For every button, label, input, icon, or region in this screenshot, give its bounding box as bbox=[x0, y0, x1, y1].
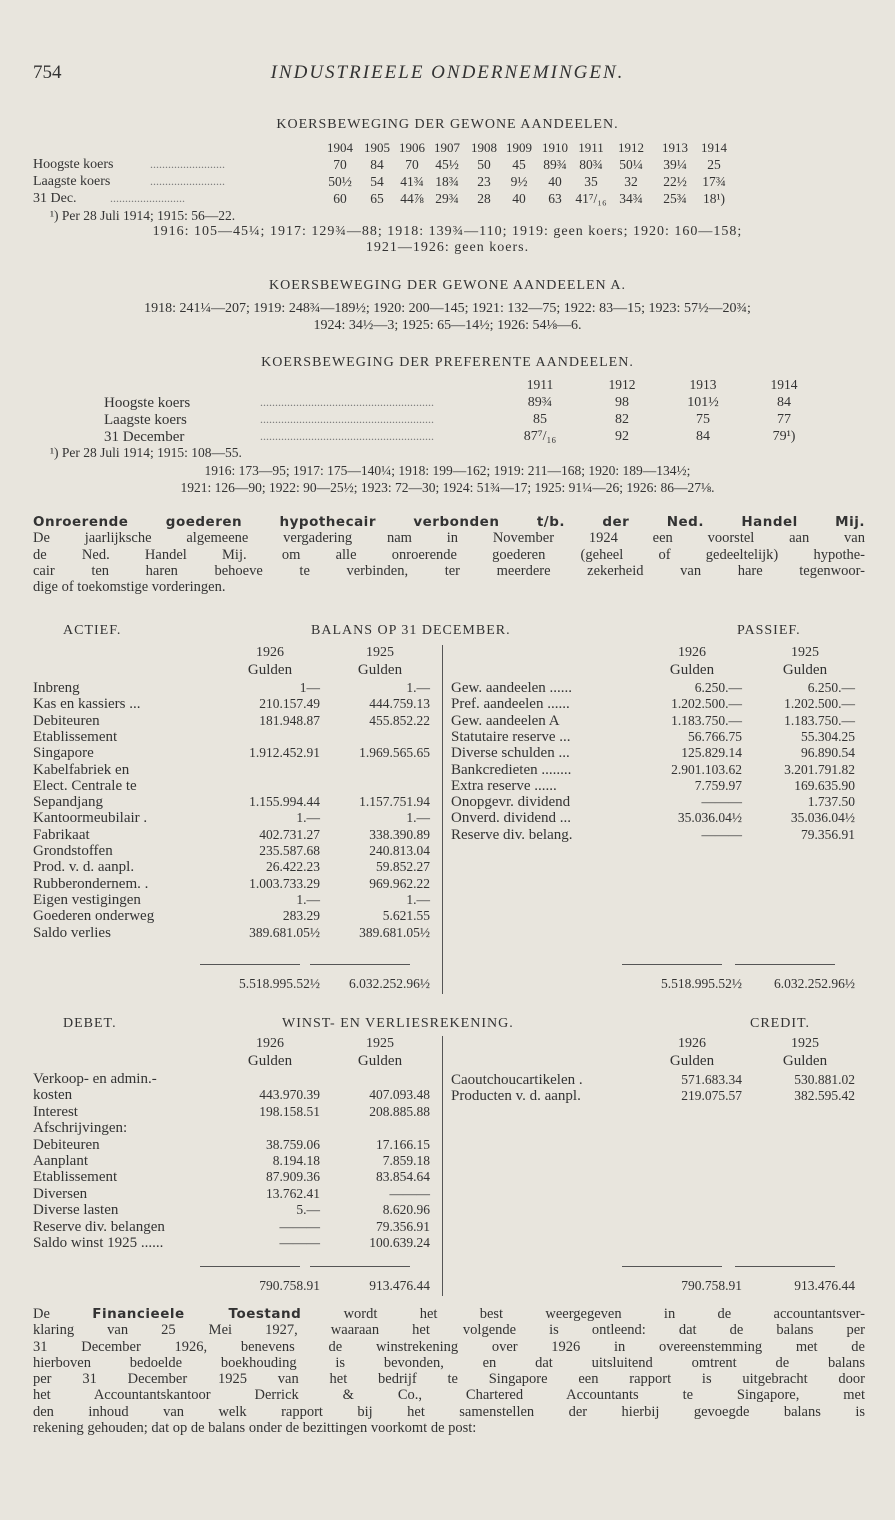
sum-rule bbox=[622, 964, 722, 965]
sum-rule bbox=[200, 1266, 300, 1267]
amount-previous: 55.304.25 bbox=[801, 728, 855, 744]
amount-previous: 455.852.22 bbox=[369, 712, 430, 728]
koers-value: 89¾ bbox=[543, 157, 567, 172]
amount-previous: 1.737.50 bbox=[807, 794, 855, 810]
year-header: 1911 bbox=[578, 140, 604, 155]
amount-current: 6.250.— bbox=[694, 680, 742, 695]
koers-value: 84 bbox=[370, 157, 384, 172]
onroerend-line: De jaarlijksche algemeene vergadering nam in November 1924 een voorstel aan van bbox=[33, 530, 865, 547]
koers-gewone-note2: 1916: 105—45¼; 1917: 129¾—88; 1918: 139¾—110; 1919: geen koers; 1920: 160—158; bbox=[152, 224, 743, 239]
amount-current: ——— bbox=[279, 1218, 320, 1234]
account-label: Reserve div. belang. bbox=[451, 826, 573, 843]
column-unit: Gulden bbox=[247, 1053, 293, 1069]
total-previous: 6.032.252.96½ bbox=[774, 976, 855, 991]
account-label: Kabelfabriek en bbox=[33, 761, 130, 778]
koers-value: 41¾ bbox=[400, 174, 424, 189]
column-year: 1926 bbox=[256, 1036, 284, 1051]
account-label: Rubberondernem. . bbox=[33, 875, 149, 892]
column-unit: Gulden bbox=[782, 1053, 828, 1069]
column-unit: Gulden bbox=[357, 662, 403, 678]
column-unit: Gulden bbox=[669, 1053, 715, 1069]
amount-previous: 530.881.02 bbox=[794, 1072, 855, 1087]
amount-current: 2.901.103.62 bbox=[671, 761, 742, 777]
account-label: Extra reserve ...... bbox=[451, 777, 557, 794]
amount-current: 283.29 bbox=[282, 908, 320, 924]
koers-pref-note3: 1921: 126—90; 1922: 90—25½; 1923: 72—30; 1924: 51¾—17; 1925: 91¼—26; 1926: 86—27⅛. bbox=[180, 480, 715, 495]
amount-current: 38.759.06 bbox=[266, 1136, 320, 1152]
amount-current: 1.912.452.91 bbox=[249, 745, 320, 761]
year-header: 1913 bbox=[689, 377, 717, 392]
total-current: 790.758.91 bbox=[259, 1278, 320, 1293]
amount-previous: 969.962.22 bbox=[369, 875, 430, 891]
page-number: 754 bbox=[33, 62, 62, 83]
amount-current: 87.909.36 bbox=[266, 1169, 320, 1185]
amount-previous: 407.093.48 bbox=[369, 1087, 430, 1103]
sum-rule bbox=[200, 964, 300, 965]
amount-current: 1.— bbox=[296, 810, 320, 826]
year-header: 1907 bbox=[434, 140, 460, 155]
koers-pref-note: ¹) Per 28 Juli 1914; 1915: 108—55. bbox=[50, 445, 242, 460]
financieele-line: het Accountantskantoor Derrick & Co., Chartered Accountants te Singapore, met bbox=[33, 1387, 865, 1404]
koers-gewone-note: ¹) Per 28 Juli 1914; 1915: 56—22. bbox=[50, 208, 236, 223]
koers-pref-title: KOERSBEWEGING DER PREFERENTE AANDEELEN. bbox=[261, 355, 634, 370]
koers-value: 50½ bbox=[328, 174, 352, 189]
account-label: Gew. aandeelen A bbox=[451, 712, 560, 729]
account-label: Prod. v. d. aanpl. bbox=[33, 859, 135, 876]
amount-previous: 1.183.750.— bbox=[784, 712, 855, 728]
account-label: Pref. aandeelen ...... bbox=[451, 696, 570, 713]
financieele-first-line: wordt het best weergegeven in de accountantsver- bbox=[343, 1306, 866, 1322]
koers-value: 25¾ bbox=[663, 191, 687, 206]
koers-label: Laagste koers bbox=[33, 174, 111, 189]
amount-previous: 3.201.791.82 bbox=[784, 761, 855, 777]
column-divider bbox=[442, 1036, 443, 1296]
koers-value: 44⅞ bbox=[400, 191, 424, 206]
year-header: 1906 bbox=[399, 140, 425, 155]
amount-previous: ——— bbox=[389, 1185, 430, 1201]
koers-value: 18¾ bbox=[435, 174, 459, 189]
column-year: 1925 bbox=[791, 645, 819, 660]
koers-value: 28 bbox=[477, 191, 491, 206]
year-header: 1904 bbox=[327, 140, 353, 155]
amount-current: 389.681.05½ bbox=[249, 924, 320, 940]
account-label: Debiteuren bbox=[33, 712, 100, 729]
amount-current: 235.587.68 bbox=[259, 843, 320, 858]
account-label: Aanplant bbox=[33, 1153, 88, 1169]
amount-previous: 1.202.500.— bbox=[784, 696, 855, 712]
koers-value: 92 bbox=[615, 429, 629, 444]
financieele-section bbox=[33, 1306, 865, 1436]
year-header: 1909 bbox=[506, 140, 532, 155]
amount-current: ——— bbox=[701, 826, 742, 842]
financieele-line: klaring van 25 Mei 1927, waaraan het volgende is ontleend: dat de balans per bbox=[33, 1322, 865, 1339]
account-label: Diversen bbox=[33, 1185, 88, 1202]
amount-current: 7.759.97 bbox=[694, 777, 742, 793]
koers-value: 77 bbox=[777, 412, 791, 427]
account-label: Diverse schulden ... bbox=[451, 745, 570, 762]
amount-previous: 79.356.91 bbox=[801, 826, 855, 842]
running-title: INDUSTRIEELE ONDERNEMINGEN. bbox=[270, 62, 625, 83]
koers-value: 40 bbox=[512, 191, 526, 206]
koers-value: 39¼ bbox=[663, 157, 687, 172]
onroerend-section bbox=[33, 514, 865, 595]
account-label: Saldo verlies bbox=[33, 924, 111, 941]
koers-value: 75 bbox=[696, 412, 710, 427]
financieele-line: per 31 December 1925 van het bedrijf te Singapore een rapport is uitgebracht door bbox=[33, 1371, 865, 1388]
amount-previous: 338.390.89 bbox=[369, 826, 430, 842]
account-label: Elect. Centrale te bbox=[33, 777, 137, 794]
total-current: 790.758.91 bbox=[681, 1278, 742, 1293]
account-label: Goederen onderweg bbox=[33, 908, 155, 925]
koers-value: 22½ bbox=[663, 174, 687, 189]
amount-current: 402.731.27 bbox=[259, 826, 320, 842]
onroerend-line: cair ten haren behoeve te verbinden, ter meerdere zekerheid van hare tegenwoor- bbox=[33, 562, 865, 579]
account-label: Onopgevr. dividend bbox=[451, 794, 571, 811]
amount-current: 13.762.41 bbox=[266, 1185, 320, 1201]
koers-value: 98 bbox=[615, 395, 629, 410]
column-year: 1926 bbox=[678, 645, 706, 660]
year-header: 1910 bbox=[542, 140, 568, 155]
amount-current: 26.422.23 bbox=[266, 859, 320, 875]
amount-previous: 1.— bbox=[406, 891, 430, 907]
account-label: Diverse lasten bbox=[33, 1202, 119, 1219]
column-unit: Gulden bbox=[357, 1053, 403, 1069]
account-label: Kas en kassiers ... bbox=[33, 696, 141, 713]
sum-rule bbox=[622, 1266, 722, 1267]
column-divider bbox=[442, 645, 443, 994]
year-header: 1911 bbox=[526, 377, 554, 392]
credit-title: CREDIT. bbox=[750, 1016, 811, 1031]
amount-current: 210.157.49 bbox=[259, 696, 320, 712]
amount-previous: 1.— bbox=[406, 680, 430, 695]
koers-label: 31 December bbox=[104, 429, 185, 445]
koers-value: 79¹) bbox=[772, 429, 796, 444]
total-current: 5.518.995.52½ bbox=[239, 976, 320, 991]
year-header: 1905 bbox=[364, 140, 390, 155]
financieele-line: hierboven bedoelde boekhouding is bevonden, en dat uitsluitend omtrent de balans bbox=[33, 1354, 865, 1371]
koers-value: 87⁷/₁₆ bbox=[523, 429, 557, 444]
actief-title: ACTIEF. bbox=[63, 623, 122, 638]
koers-value: 82 bbox=[615, 412, 629, 427]
winst-title: WINST- EN VERLIESREKENING. bbox=[282, 1016, 514, 1031]
account-label: Caoutchoucartikelen . bbox=[451, 1072, 583, 1088]
amount-previous: 8.620.96 bbox=[382, 1202, 430, 1218]
amount-previous: 7.859.18 bbox=[382, 1153, 430, 1168]
onroerend-line: de Ned. Handel Mij. om alle onroerende goederen (geheel of gedeeltelijk) hypothe- bbox=[33, 546, 865, 563]
koers-value: 25 bbox=[707, 157, 721, 172]
column-year: 1925 bbox=[366, 645, 394, 660]
account-label: Interest bbox=[33, 1103, 78, 1120]
amount-current: 1.003.733.29 bbox=[249, 875, 320, 891]
koers-gewone-note3: 1921—1926: geen koers. bbox=[365, 240, 530, 255]
total-previous: 913.476.44 bbox=[794, 1278, 855, 1293]
koers-value: 60 bbox=[333, 191, 347, 206]
column-year: 1925 bbox=[366, 1036, 394, 1051]
koers-value: 41⁷/₁₆ bbox=[575, 191, 607, 206]
koers-label: Laagste koers bbox=[104, 412, 187, 428]
passief-title: PASSIEF. bbox=[737, 623, 801, 638]
leader-dots: .......................................................... bbox=[260, 429, 434, 443]
account-label: Fabrikaat bbox=[33, 826, 90, 843]
column-year: 1926 bbox=[678, 1036, 706, 1051]
account-label: Saldo winst 1925 ...... bbox=[33, 1235, 164, 1251]
koers-value: 34¾ bbox=[619, 191, 643, 206]
account-label: Singapore bbox=[33, 745, 94, 762]
account-label: Kantoormeubilair . bbox=[33, 810, 148, 827]
amount-current: 198.158.51 bbox=[259, 1103, 320, 1119]
amount-current: 8.194.18 bbox=[272, 1153, 320, 1168]
koers-value: 70 bbox=[405, 157, 419, 172]
amount-current: 1.— bbox=[296, 891, 320, 907]
amount-previous: 382.595.42 bbox=[794, 1088, 855, 1104]
leader-dots: .......................................................... bbox=[260, 395, 434, 409]
amount-previous: 444.759.13 bbox=[369, 696, 430, 712]
koers-value: 40 bbox=[548, 174, 562, 189]
amount-current: 1— bbox=[299, 680, 320, 695]
amount-current: 1.155.994.44 bbox=[249, 794, 320, 810]
amount-current: 5.— bbox=[296, 1202, 320, 1218]
koers-label: Hoogste koers bbox=[33, 157, 114, 172]
leader-dots: ......................... bbox=[150, 157, 225, 171]
account-label: Grondstoffen bbox=[33, 843, 113, 859]
koers-value: 63 bbox=[548, 191, 562, 206]
amount-previous: 208.885.88 bbox=[369, 1103, 430, 1119]
year-header: 1908 bbox=[471, 140, 497, 155]
amount-previous: 5.621.55 bbox=[382, 908, 430, 924]
koers-value: 35 bbox=[584, 174, 598, 189]
koers-value: 50 bbox=[477, 157, 491, 172]
amount-previous: 6.250.— bbox=[807, 680, 855, 695]
account-label: Bankcredieten ........ bbox=[451, 761, 572, 778]
amount-current: 443.970.39 bbox=[259, 1087, 320, 1103]
column-unit: Gulden bbox=[782, 662, 828, 678]
column-unit: Gulden bbox=[669, 662, 715, 678]
financieele-line: 31 December 1926, benevens de winstrekening over 1926 in overeenstemming met de bbox=[33, 1338, 865, 1355]
debet-title: DEBET. bbox=[63, 1016, 117, 1031]
amount-previous: 17.166.15 bbox=[376, 1136, 430, 1152]
koers-value: 29¾ bbox=[435, 191, 459, 206]
koers-value: 65 bbox=[370, 191, 384, 206]
amount-current: ——— bbox=[279, 1235, 320, 1250]
amount-current: 35.036.04½ bbox=[677, 810, 742, 826]
koers-a-title: KOERSBEWEGING DER GEWONE AANDEELEN A. bbox=[268, 278, 627, 293]
account-label: Etablissement bbox=[33, 1169, 118, 1186]
balans-title: BALANS OP 31 DECEMBER. bbox=[311, 623, 511, 638]
koers-value: 9½ bbox=[510, 174, 528, 189]
year-header: 1914 bbox=[770, 377, 798, 392]
amount-current: 219.075.57 bbox=[681, 1088, 742, 1104]
amount-current: 125.829.14 bbox=[681, 745, 742, 761]
amount-previous: 100.639.24 bbox=[369, 1235, 430, 1250]
amount-current: ——— bbox=[701, 794, 742, 810]
account-label: Debiteuren bbox=[33, 1136, 100, 1153]
amount-previous: 59.852.27 bbox=[376, 859, 430, 875]
total-previous: 6.032.252.96½ bbox=[349, 976, 430, 991]
onroerend-heading: Onroerende goederen hypothecair verbonden t/b. der Ned. Handel Mij. bbox=[33, 514, 865, 530]
koers-value: 17¾ bbox=[702, 174, 726, 189]
account-label: Reserve div. belangen bbox=[33, 1218, 165, 1235]
leader-dots: ......................... bbox=[150, 174, 225, 188]
koers-value: 54 bbox=[370, 174, 384, 189]
amount-previous: 1.969.565.65 bbox=[359, 745, 430, 761]
koers-a-line2: 1924: 34½—3; 1925: 65—14½; 1926: 54⅛—6. bbox=[313, 318, 582, 333]
column-unit: Gulden bbox=[247, 662, 293, 678]
koers-a-line1: 1918: 241¼—207; 1919: 248¾—189½; 1920: 200—145; 1921: 132—75; 1922: 83—15; 1923: 57½—20¾; bbox=[144, 301, 751, 316]
amount-previous: 83.854.64 bbox=[376, 1169, 430, 1185]
amount-current: 181.948.87 bbox=[259, 712, 320, 728]
account-label: Afschrijvingen: bbox=[33, 1120, 128, 1137]
amount-current: 56.766.75 bbox=[688, 728, 742, 744]
column-year: 1926 bbox=[256, 645, 284, 660]
koers-pref-note2: 1916: 173—95; 1917: 175—140¼; 1918: 199—162; 1919: 211—168; 1920: 189—134½; bbox=[204, 463, 691, 478]
sum-rule bbox=[735, 1266, 835, 1267]
account-label: Verkoop- en admin.- bbox=[33, 1071, 157, 1087]
account-label: Producten v. d. aanpl. bbox=[451, 1088, 581, 1105]
koers-value: 101½ bbox=[687, 395, 719, 410]
koers-value: 85 bbox=[533, 412, 547, 427]
financieele-heading: Financieele Toestand bbox=[92, 1306, 302, 1322]
koers-gewone-title: KOERSBEWEGING DER GEWONE AANDEELEN. bbox=[276, 117, 619, 132]
amount-previous: 1.— bbox=[406, 810, 430, 826]
account-label: Eigen vestigingen bbox=[33, 891, 141, 908]
amount-previous: 1.157.751.94 bbox=[359, 794, 430, 810]
koers-value: 45½ bbox=[435, 157, 459, 172]
amount-current: 571.683.34 bbox=[681, 1072, 742, 1087]
year-header: 1912 bbox=[608, 377, 636, 392]
leader-dots: .......................................................... bbox=[260, 412, 434, 426]
account-label: Etablissement bbox=[33, 728, 118, 745]
financieele-line: den inhoud van welk rapport bij het samenstellen der hierbij gevoegde balans is bbox=[33, 1403, 865, 1420]
total-previous: 913.476.44 bbox=[369, 1278, 430, 1293]
year-header: 1914 bbox=[701, 140, 727, 155]
koers-value: 18¹) bbox=[702, 191, 726, 206]
koers-value: 23 bbox=[477, 174, 491, 189]
koers-value: 89¾ bbox=[527, 395, 553, 410]
koers-value: 45 bbox=[512, 157, 526, 172]
sum-rule bbox=[310, 964, 410, 965]
onroerend-line: dige of toekomstige vorderingen. bbox=[33, 579, 226, 596]
amount-current: 1.202.500.— bbox=[671, 696, 742, 712]
koers-value: 32 bbox=[624, 174, 638, 189]
amount-current: 1.183.750.— bbox=[671, 712, 742, 728]
column-year: 1925 bbox=[791, 1036, 819, 1051]
amount-previous: 389.681.05½ bbox=[359, 924, 430, 940]
account-label: Gew. aandeelen ...... bbox=[451, 680, 573, 696]
account-label: Onverd. dividend ... bbox=[451, 810, 571, 827]
leader-dots: ......................... bbox=[110, 191, 185, 205]
account-label: Statutaire reserve ... bbox=[451, 728, 571, 745]
financieele-line: rekening gehouden; dat op de balans onder de bezittingen voorkomt de post: bbox=[33, 1420, 477, 1437]
sum-rule bbox=[310, 1266, 410, 1267]
year-header: 1912 bbox=[618, 140, 644, 155]
account-label: kosten bbox=[33, 1087, 73, 1104]
page-header bbox=[33, 62, 873, 86]
sum-rule bbox=[735, 964, 835, 965]
koers-value: 50¼ bbox=[619, 157, 643, 172]
year-header: 1913 bbox=[662, 140, 688, 155]
amount-previous: 96.890.54 bbox=[801, 745, 855, 761]
account-label: Sepandjang bbox=[33, 794, 103, 811]
koers-value: 70 bbox=[333, 157, 347, 172]
koers-label: Hoogste koers bbox=[104, 395, 191, 411]
amount-previous: 240.813.04 bbox=[369, 843, 430, 858]
amount-previous: 35.036.04½ bbox=[790, 810, 855, 826]
koers-value: 80¾ bbox=[579, 157, 603, 172]
amount-previous: 79.356.91 bbox=[376, 1218, 430, 1234]
financieele-lead: De bbox=[33, 1306, 50, 1322]
total-current: 5.518.995.52½ bbox=[661, 976, 742, 991]
koers-value: 84 bbox=[696, 429, 710, 444]
koers-label: 31 Dec. bbox=[33, 191, 77, 206]
amount-previous: 169.635.90 bbox=[794, 777, 855, 793]
account-label: Inbreng bbox=[33, 680, 80, 696]
koers-value: 84 bbox=[777, 395, 791, 410]
